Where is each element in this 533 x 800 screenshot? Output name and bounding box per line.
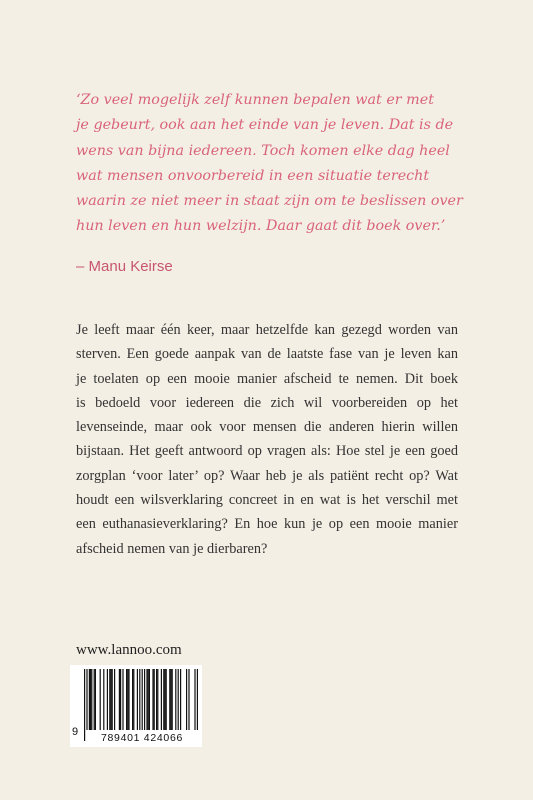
blurb-line: zorgplan ‘voor later’ op? Waar heb je als patiënt recht op? Wat	[76, 467, 458, 484]
blurb-line: Je leeft maar één keer, maar hetzelfde kan gezegd worden van	[76, 322, 458, 338]
isbn-digits: 789401 424066	[86, 730, 198, 746]
barcode-bar	[156, 669, 157, 731]
barcode-bar	[112, 669, 113, 731]
barcode-bar	[114, 669, 115, 731]
blurb-line: afscheid nemen van je dierbaren?	[76, 540, 268, 557]
quote-line: ‘Zo veel mogelijk zelf kunnen bepalen wat er met	[76, 92, 434, 108]
blurb-line: is bedoeld voor iedereen die zich wil voorbereiden op het	[76, 394, 458, 411]
barcode-bar	[163, 669, 164, 731]
barcode-bar	[126, 669, 127, 731]
barcode-bar	[152, 669, 153, 731]
barcode-bar	[120, 669, 121, 731]
barcode-bar	[110, 669, 111, 731]
barcode-bar	[132, 669, 133, 731]
barcode-bar	[180, 669, 181, 731]
barcode-bar	[119, 669, 120, 731]
barcode-bar	[186, 669, 187, 731]
quote-line: hun leven en hun welzijn. Daar gaat dit boek over.’	[76, 218, 446, 235]
barcode-bar	[100, 669, 101, 731]
blurb-line: levenseinde, maar ook voor mensen die anderen hierin willen	[76, 419, 458, 436]
barcode-bar	[161, 669, 162, 731]
barcode-bar	[127, 669, 128, 731]
barcode-bar	[122, 669, 123, 731]
quote-line: waarin ze niet meer in staat zijn om te beslissen over	[76, 193, 463, 210]
barcode-bar	[95, 669, 96, 731]
barcode-bar	[149, 669, 150, 731]
barcode-bar	[169, 669, 170, 731]
barcode-bar	[157, 669, 158, 731]
barcode-bar	[137, 669, 138, 731]
barcode-bar	[148, 669, 149, 731]
barcode-bar	[178, 669, 179, 731]
blurb-line: houdt een wilsverklaring concreet in en wat is het verschil met	[76, 492, 458, 509]
barcode-bar	[175, 669, 176, 731]
quote-author: – Manu Keirse	[76, 258, 173, 275]
blurb-line: bijstaan. Het geeft antwoord op vragen als: Hoe stel je een goed	[76, 443, 458, 460]
blurb-line: sterven. Een goede aanpak van de laatste fase van je leven kan	[76, 346, 458, 363]
quote-line: wens van bijna iedereen. Toch komen elke dag heel	[76, 142, 450, 159]
barcode-bar	[107, 669, 108, 731]
barcode-bar	[89, 669, 90, 731]
barcode-bar	[144, 669, 145, 731]
barcode-bar	[128, 669, 129, 731]
quote-line: je gebeurt, ook aan het einde van je leven. Dat is de	[76, 117, 454, 134]
barcode-bar	[188, 669, 189, 731]
barcode-bar	[164, 669, 165, 731]
blurb-line: een euthanasieverklaring? En hoe kun je op een mooie manier	[76, 516, 458, 533]
quote-line: wat mensen onvoorbereid in een situatie terecht	[76, 167, 430, 184]
barcode-bar	[172, 669, 173, 731]
blurb-line: je toelaten op een mooie manier afscheid te nemen. Dit boek	[76, 370, 458, 387]
barcode-bar	[146, 669, 147, 731]
publisher-website: www.lannoo.com	[76, 642, 182, 658]
barcode-bar	[166, 669, 167, 731]
barcode-bar	[91, 669, 92, 731]
barcode-bar	[109, 669, 110, 731]
barcode-bar	[94, 669, 95, 731]
blurb-paragraph	[76, 318, 458, 561]
quote-block	[76, 88, 476, 240]
barcode-bar	[90, 669, 91, 731]
isbn-first-digit: 9	[72, 726, 79, 738]
barcode-bar	[154, 669, 155, 731]
barcode-bar	[103, 669, 104, 731]
barcode-bar	[170, 669, 171, 731]
barcode-bar	[133, 669, 134, 731]
